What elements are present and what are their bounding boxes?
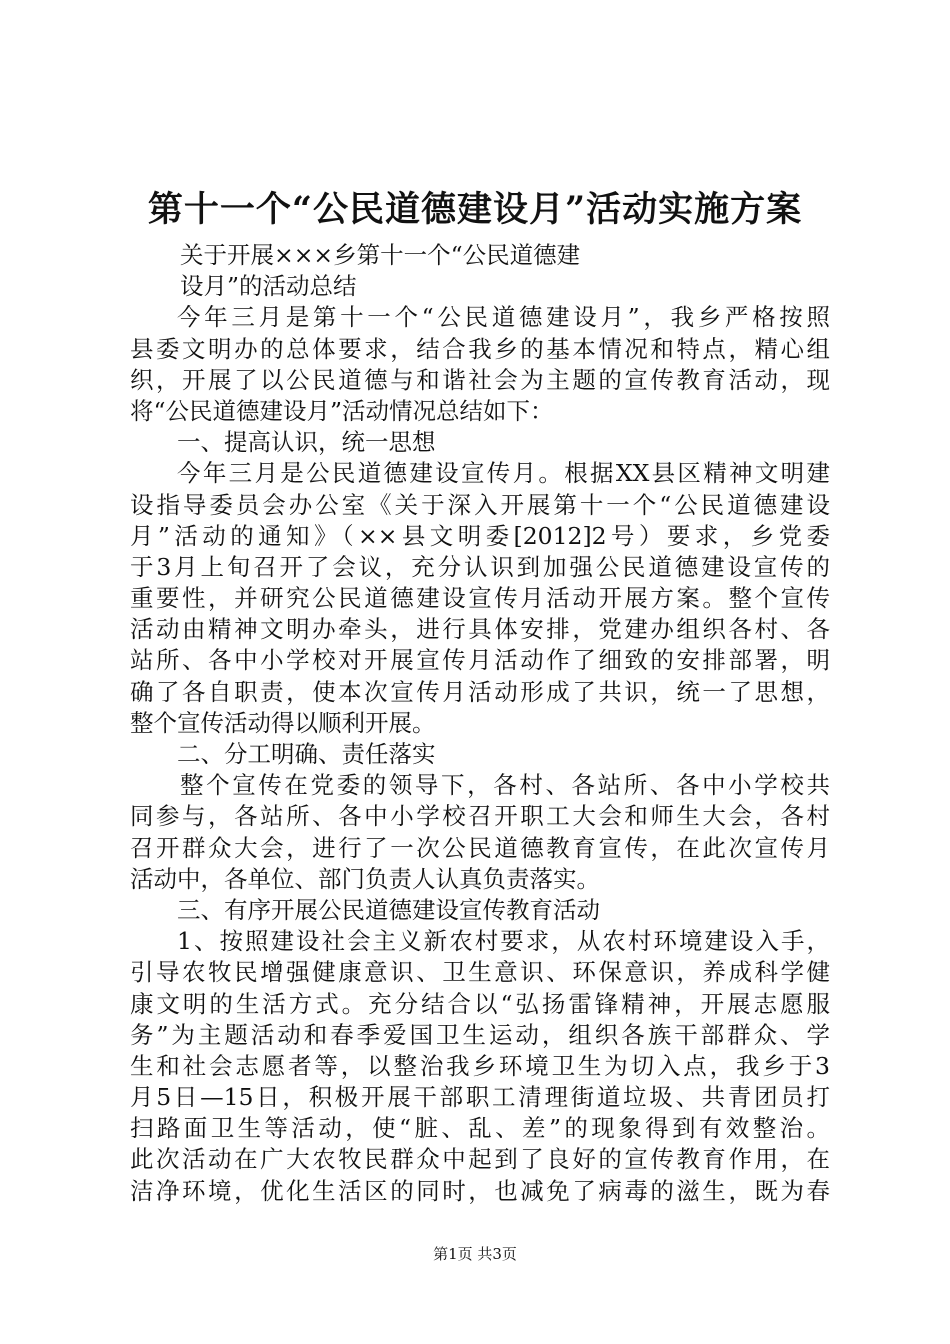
document-body (130, 240, 830, 1207)
paragraph-line: 今年三月是公民道德建设宣传月。根据XX县区精神文明建 (177, 459, 830, 488)
paragraph-line: 此次活动在广大农牧民群众中起到了良好的宣传教育作用，在 (130, 1145, 830, 1174)
subtitle-line-2: 设月”的活动总结 (180, 272, 357, 301)
paragraph-line: 1、按照建设社会主义新农村要求，从农村环境建设入手， (177, 927, 830, 956)
paragraph-line: 设指导委员会办公室《关于深入开展第十一个“公民道德建设 (130, 490, 830, 519)
paragraph-line: 召开群众大会，进行了一次公民道德教育宣传，在此次宣传月 (130, 833, 830, 862)
subtitle-line-1: 关于开展×××乡第十一个“公民道德建 (180, 241, 581, 269)
paragraph-line: 康文明的生活方式。充分结合以“弘扬雷锋精神，开展志愿服 (130, 989, 830, 1018)
paragraph-line: 活动由精神文明办牵头，进行具体安排，党建办组织各村、各 (130, 615, 830, 644)
paragraph-line: 月”活动的通知》（××县文明委[2012]2号）要求，乡党委 (130, 521, 830, 550)
document-title: 第十一个“公民道德建设月”活动实施方案 (147, 189, 803, 230)
paragraph-line: 重要性，并研究公民道德建设宣传月活动开展方案。整个宣传 (130, 584, 830, 613)
paragraph-line: 洁净环境，优化生活区的同时，也减免了病毒的滋生，既为春 (130, 1176, 830, 1205)
paragraph-line: 县委文明办的总体要求，结合我乡的基本情况和特点，精心组 (130, 334, 830, 363)
paragraph-line: 确了各自职责，使本次宣传月活动形成了共识，统一了思想， (130, 677, 830, 706)
paragraph-line: 将“公民道德建设月”活动情况总结如下： (130, 396, 554, 425)
paragraph-line: 月5日—15日，积极开展干部职工清理街道垃圾、共青团员打 (130, 1083, 830, 1112)
paragraph-line: 整个宣传在党委的领导下，各村、各站所、各中小学校共 (180, 771, 830, 800)
paragraph-line: 生和社会志愿者等，以整治我乡环境卫生为切入点，我乡于3 (130, 1051, 830, 1080)
paragraph-line: 于3月上旬召开了会议，充分认识到加强公民道德建设宣传的 (130, 552, 830, 581)
paragraph-line: 活动中，各单位、部门负责人认真负责落实。 (130, 864, 600, 893)
page-footer: 第1页 共3页 (433, 1245, 517, 1263)
paragraph-line: 织，开展了以公民道德与和谐社会为主题的宣传教育活动，现 (130, 365, 830, 394)
paragraph-line: 务”为主题活动和春季爱国卫生运动，组织各族干部群众、学 (130, 1020, 830, 1049)
paragraph-line: 引导农牧民增强健康意识、卫生意识、环保意识，养成科学健 (130, 958, 830, 987)
section-heading-1: 一、提高认识，统一思想 (177, 428, 436, 457)
paragraph-line: 今年三月是第十一个“公民道德建设月”，我乡严格按照 (177, 303, 830, 332)
paragraph-line: 站所、各中小学校对开展宣传月活动作了细致的安排部署，明 (130, 646, 830, 675)
paragraph-line: 扫路面卫生等活动，使“脏、乱、差”的现象得到有效整治。 (130, 1114, 830, 1143)
section-heading-3: 三、有序开展公民道德建设宣传教育活动 (177, 895, 600, 924)
section-heading-2: 二、分工明确、责任落实 (177, 740, 436, 768)
paragraph-line: 整个宣传活动得以顺利开展。 (130, 708, 436, 737)
paragraph-line: 同参与，各站所、各中小学校召开职工大会和师生大会，各村 (130, 802, 830, 831)
